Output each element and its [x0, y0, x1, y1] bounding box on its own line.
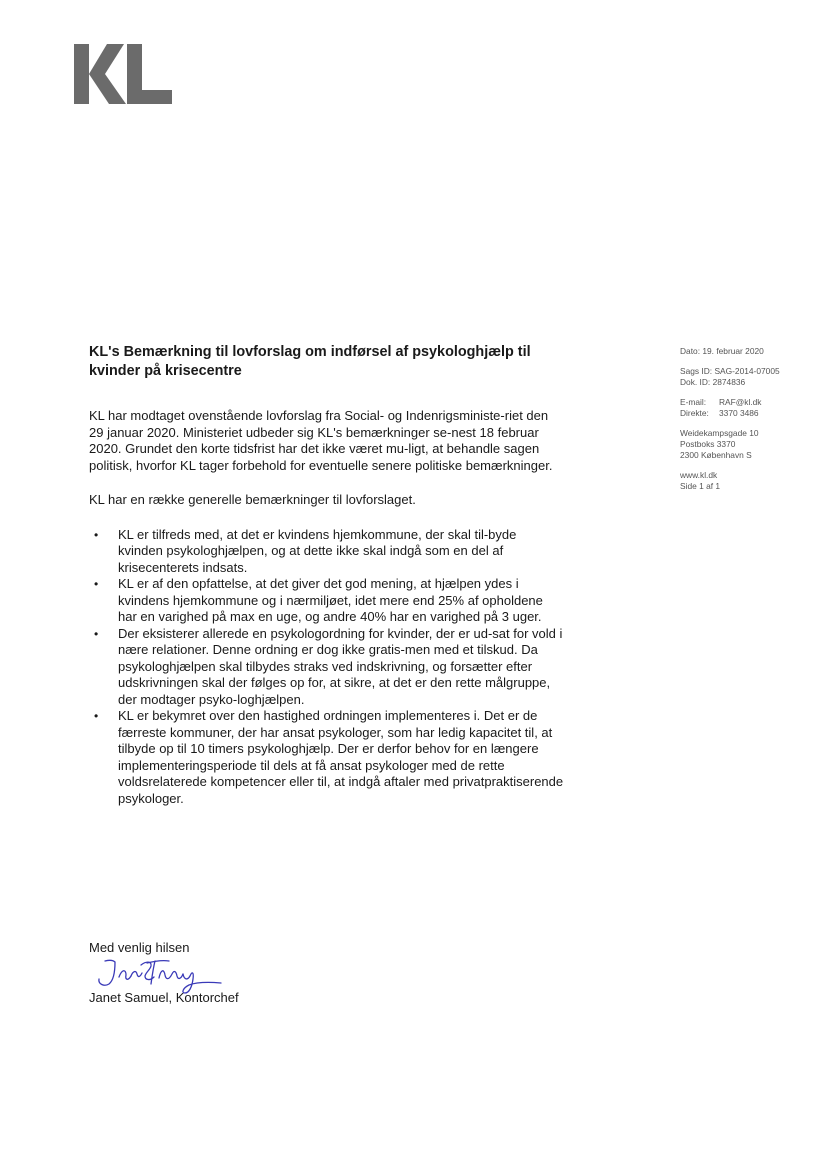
website-link[interactable]: www.kl.dk [680, 470, 718, 480]
sags-id: Sags ID: SAG-2014-07005 [680, 366, 780, 376]
email-label: E-mail: [680, 397, 707, 407]
direkte-value: 3370 3486 [719, 408, 759, 418]
page-number: Side 1 af 1 [680, 481, 721, 491]
general-remarks-paragraph: KL har en række generelle bemærkninger til lovforslaget. [89, 492, 416, 507]
address-line: Weidekampsgade 10 [680, 428, 759, 438]
kl-logo [74, 44, 172, 104]
bullet-icon: • [94, 527, 99, 542]
closing-greeting: Med venlig hilsen [89, 940, 190, 955]
letter-body [89, 343, 564, 807]
date: Dato: 19. februar 2020 [680, 346, 764, 356]
bullet-icon: • [94, 709, 99, 723]
dok-id: Dok. ID: 2874836 [680, 377, 746, 387]
address-line: Postboks 3370 [680, 439, 736, 449]
bullet-icon: • [94, 577, 99, 591]
intro-paragraph: KL har modtaget ovenstående lovforslag fra Social- og Indenrigsministe-riet den 29 januar 2020. Ministeriet udbeder sig KL's bemærkninger se-nest 18 februar 2020. Grundet den korte tidsfrist har det ikke været mu-ligt, at behandle sagen politisk, hvorfor KL tager forbehold for eventuelle senere politiske bemærkninger. [89, 408, 553, 473]
list-item: • KL er tilfreds med, at det er kvindens hjemkommune, der skal til-byde kvinden psykologhjælpen, og at dette ikke skal indgå som en del af krisecenterets indsats. [94, 526, 517, 575]
list-item: • Der eksisterer allerede en psykologordning for kvinder, der er ud-sat for vold i nære relationer. Denne ordning er dog ikke gratis-men med et tilskud. Da psykologhjælpen skal tilbydes straks ved indskrivning, og forsætter efter udskrivningen skal der følges op for, at sikre, at det er den rette målgruppe, der modtager psyko-loghjælpen. [94, 625, 563, 707]
direkte-label: Direkte: [680, 408, 709, 418]
list-item: • KL er bekymret over den hastighed ordningen implementeres i. Det er de færreste kommuner, der har ansat psykologer, som har ledig kapacitet til, at tilbyde op til 10 timers psykologhjælp. Der er derfor behov for en længere implementeringsperiode til dels at få ansat psykologer med de rette voldsrelaterede kompetencer eller til, at indgå aftaler med privatpraktiserende psykologer. [94, 708, 564, 806]
remarks-list [89, 527, 564, 808]
bullet-icon: • [94, 626, 99, 641]
letter-title: KL's Bemærkning til lovforslag om indførsel af psykologhjælp til kvinder på krisecentre [89, 344, 531, 379]
sidebar-metadata [680, 346, 810, 501]
address-line: 2300 København S [680, 450, 752, 460]
list-item: • KL er af den opfattelse, at det giver det god mening, at hjælpen ydes i kvindens hjemkommune og i nærmiljøet, idet mere end 25% af opholdene har en varighed på max en uge, og andre 40% har en varighed på 3 uger. [94, 576, 543, 624]
signer-name: Janet Samuel, Kontorchef [89, 990, 239, 1005]
email-value[interactable]: RAF@kl.dk [719, 397, 762, 407]
